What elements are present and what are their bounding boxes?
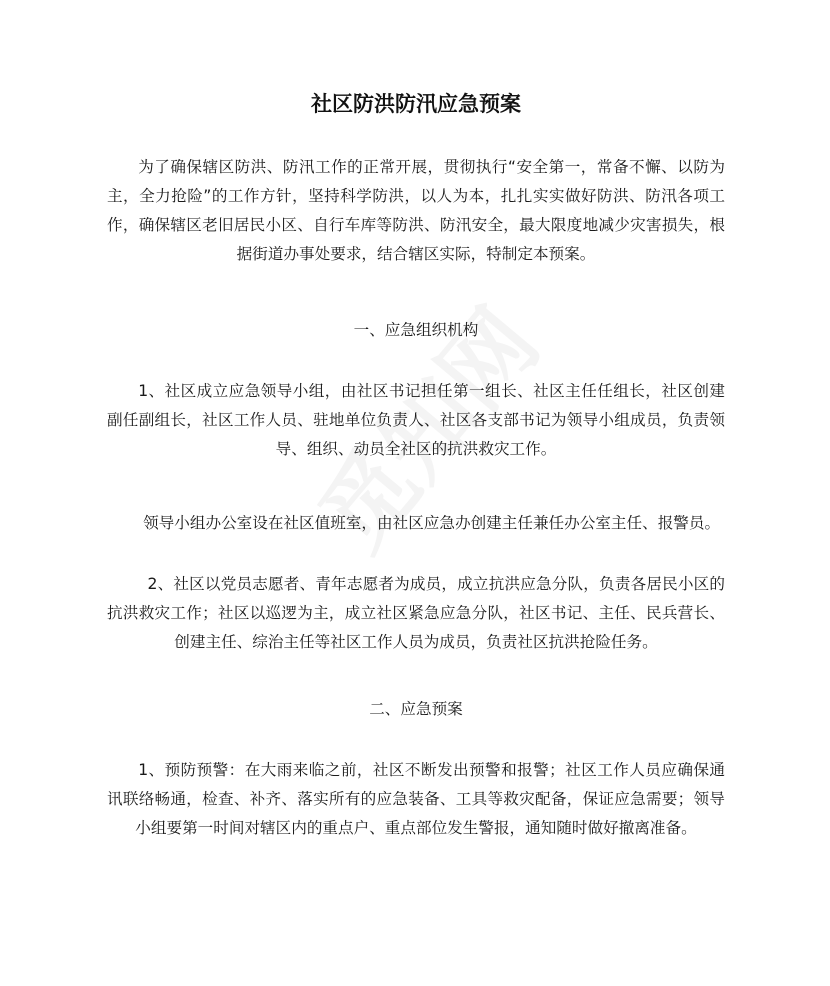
document-page [107,0,725,986]
paragraph-office: 领导小组办公室设在社区值班室，由社区应急办创建主任兼任办公室主任、报警员。 [143,514,721,532]
paragraph-leadership-group: 1、社区成立应急领导小组，由社区书记担任第一组长、社区主任任组长，社区创建副任副组长，社区工作人员、驻地单位负责人、社区各支部书记为领导小组成员，负责领导、组织、动员全社区的抗洪救灾工作。 [107,382,725,458]
paragraph-emergency-teams: 2、社区以党员志愿者、青年志愿者为成员，成立抗洪应急分队，负责各居民小区的抗洪救灾工作；社区以巡逻为主，成立社区紧急应急分队，社区书记、主任、民兵营长、创建主任、综治主任等社区工作人员为成员，负责社区抗洪抢险任务。 [107,575,725,651]
intro-paragraph: 为了确保辖区防洪、防汛工作的正常开展，贯彻执行“安全第一，常备不懈、以防为主，全力抢险”的工作方针，坚持科学防洪，以人为本，扎扎实实做好防洪、防汛各项工作，确保辖区老旧居民小区、自行车库等防洪、防汛安全，最大限度地减少灾害损失，根据街道办事处要求，结合辖区实际，特制定本预案。 [107,158,725,263]
section-heading-plan: 二、应急预案 [369,700,463,718]
paragraph-prevention-warning: 1、预防预警：在大雨来临之前，社区不断发出预警和报警；社区工作人员应确保通讯联络畅通，检查、补齐、落实所有的应急装备、工具等救灾配备，保证应急需要；领导小组要第一时间对辖区内的重点户、重点部位发生警报，通知随时做好撤离准备。 [107,761,725,837]
section-heading-organization: 一、应急组织机构 [353,321,479,339]
document-title: 社区防洪防汛应急预案 [311,92,521,116]
